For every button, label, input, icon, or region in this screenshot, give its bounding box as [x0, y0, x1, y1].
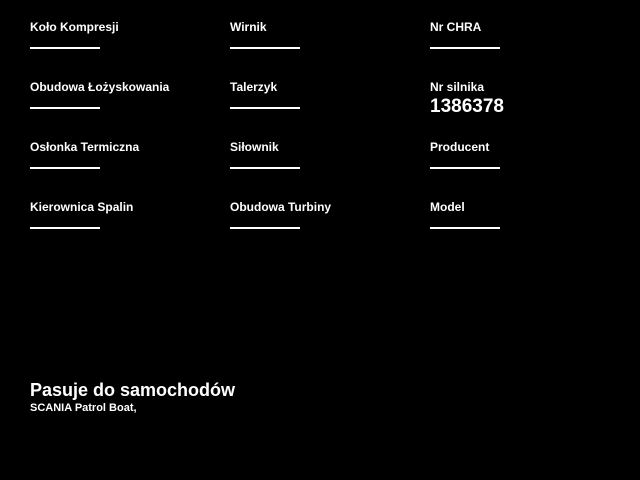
fits-car-list: SCANIA Patrol Boat,: [30, 402, 137, 414]
field-label: Osłonka Termiczna: [30, 140, 140, 154]
blank-underline: [30, 47, 100, 49]
blank-underline: [230, 47, 300, 49]
field-label: Obudowa Turbiny: [230, 200, 332, 214]
blank-underline: [230, 167, 300, 169]
field-obudowa-lozyskowania: [30, 80, 230, 140]
fits-heading: Pasuje do samochodów: [30, 380, 236, 400]
field-value: 1386378: [430, 96, 504, 117]
field-oslonka-termiczna: [30, 140, 230, 200]
field-nr-silnika: [430, 80, 630, 140]
field-kierownica-spalin: [30, 200, 230, 260]
field-talerzyk: [230, 80, 430, 140]
field-wirnik: [230, 20, 430, 80]
field-model: [430, 200, 630, 260]
blank-underline: [430, 227, 500, 229]
field-label: Kierownica Spalin: [30, 200, 134, 214]
field-label: Nr silnika: [430, 80, 485, 94]
field-label: Producent: [430, 140, 490, 154]
field-label: Siłownik: [230, 140, 279, 154]
field-label: Koło Kompresji: [30, 20, 119, 34]
field-nr-chra: [430, 20, 630, 80]
fits-section: [30, 380, 235, 415]
spec-fields-grid: [30, 20, 630, 260]
field-kolo-kompresji: [30, 20, 230, 80]
field-label: Talerzyk: [230, 80, 278, 94]
blank-underline: [30, 107, 100, 109]
field-obudowa-turbiny: [230, 200, 430, 260]
blank-underline: [430, 167, 500, 169]
field-label: Nr CHRA: [430, 20, 482, 34]
blank-underline: [430, 47, 500, 49]
field-label: Obudowa Łożyskowania: [30, 80, 170, 94]
blank-underline: [230, 227, 300, 229]
blank-underline: [30, 227, 100, 229]
field-label: Model: [430, 200, 465, 214]
field-silownik: [230, 140, 430, 200]
field-producent: [430, 140, 630, 200]
blank-underline: [30, 167, 100, 169]
field-label: Wirnik: [230, 20, 267, 34]
blank-underline: [230, 107, 300, 109]
